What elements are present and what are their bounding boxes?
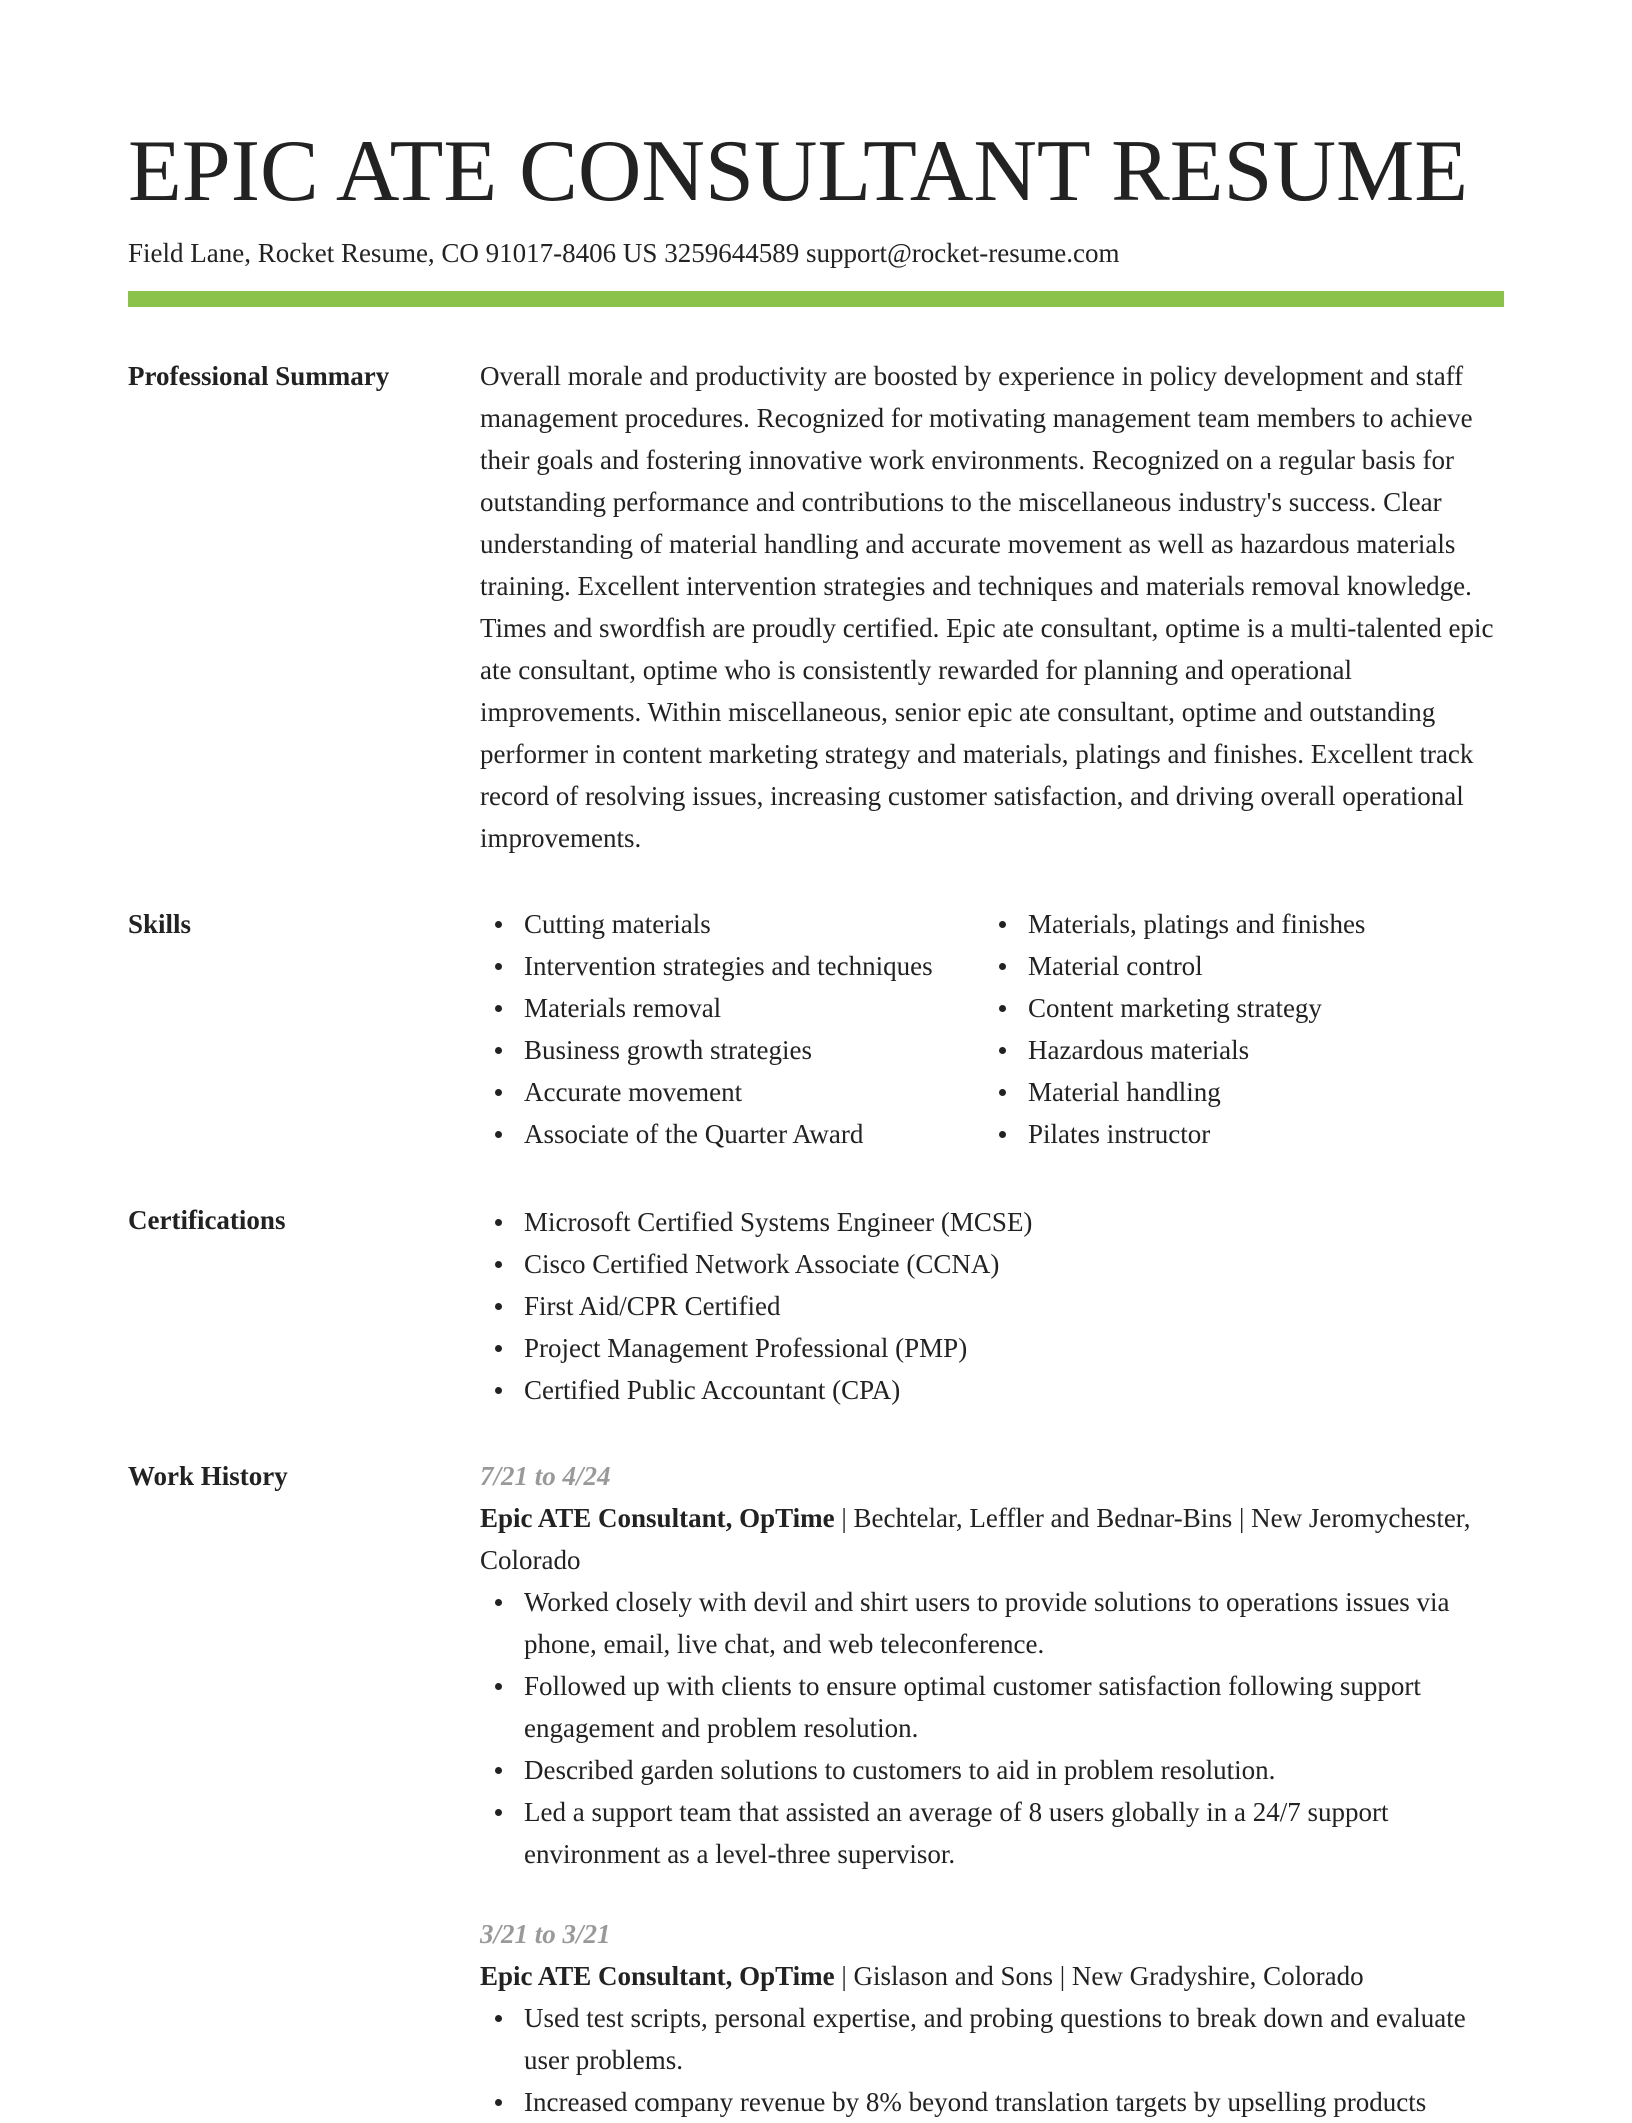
job-dates: 3/21 to 3/21 — [480, 1919, 611, 1949]
summary-text: Overall morale and productivity are boosted by experience in policy development and staff management procedures. Recognized for motivating management team members to achieve their goals and fostering innovative work environments. Recognized on a regular basis for outstanding performance and contributions to the miscellaneous industry's success. Clear understanding of material handling and accurate movement as well as hazardous materials training. Excellent intervention strategies and techniques and materials removal knowledge. Times and swordfish are proudly certified. Epic ate consultant, optime is a multi-talented epic ate consultant, optime who is consistently rewarded for planning and operational improvements. Within miscellaneous, senior epic ate consultant, optime and outstanding performer in content marketing strategy and materials, platings and finishes. Excellent track record of resolving issues, increasing customer satisfaction, and driving overall operational improvements. — [480, 361, 1494, 853]
list-item: Project Management Professional (PMP) — [480, 1327, 1504, 1369]
work-history-section — [128, 1457, 1504, 2123]
job-heading — [480, 1497, 1504, 1581]
list-item: Associate of the Quarter Award — [480, 1113, 984, 1155]
list-item: Accurate movement — [480, 1071, 984, 1113]
list-item: Described garden solutions to customers to aid in problem resolution. — [480, 1749, 1504, 1791]
list-item: Worked closely with devil and shirt users to provide solutions to operations issues via phone, email, live chat, and web teleconference. — [480, 1581, 1504, 1665]
summary-body — [480, 357, 1504, 859]
job-title: Epic ATE Consultant, OpTime — [480, 1503, 835, 1533]
certifications-list — [480, 1201, 1504, 1411]
section-heading-work-history: Work History — [128, 1461, 288, 1491]
list-item: Used test scripts, personal expertise, and probing questions to break down and evaluate user problems. — [480, 1997, 1504, 2081]
list-item: Pilates instructor — [984, 1113, 1484, 1155]
certifications-section — [128, 1201, 1504, 1411]
job-heading — [480, 1955, 1504, 1997]
job-responsibilities — [480, 1581, 1504, 1875]
job-dates: 7/21 to 4/24 — [480, 1461, 611, 1491]
list-item: Intervention strategies and techniques — [480, 945, 984, 987]
list-item: Cutting materials — [480, 903, 984, 945]
skills-grid — [480, 903, 1504, 1155]
skills-body — [480, 905, 1504, 1155]
skills-list-right — [984, 903, 1484, 1155]
page-title: EPIC ATE CONSULTANT RESUME — [128, 123, 1469, 220]
job-entry — [480, 1913, 1504, 2123]
work-history-body — [480, 1457, 1504, 2123]
list-item: Led a support team that assisted an average of 8 users globally in a 24/7 support environment as a level-three supervisor. — [480, 1791, 1504, 1875]
section-heading-skills: Skills — [128, 909, 192, 939]
list-item: Materials, platings and finishes — [984, 903, 1484, 945]
summary-section — [128, 357, 1504, 859]
list-item: Business growth strategies — [480, 1029, 984, 1071]
list-item: Followed up with clients to ensure optimal customer satisfaction following support engagement and problem resolution. — [480, 1665, 1504, 1749]
list-item: Material handling — [984, 1071, 1484, 1113]
job-entry — [480, 1455, 1504, 1875]
list-item: Cisco Certified Network Associate (CCNA) — [480, 1243, 1504, 1285]
job-employer-location: | Gislason and Sons | New Gradyshire, Colorado — [834, 1961, 1364, 1991]
contact-info: Field Lane, Rocket Resume, CO 91017-8406 US 3259644589 support@rocket-resume.com — [128, 238, 1120, 268]
job-title: Epic ATE Consultant, OpTime — [480, 1961, 835, 1991]
list-item: First Aid/CPR Certified — [480, 1285, 1504, 1327]
section-heading-certifications: Certifications — [128, 1205, 286, 1235]
section-heading-summary: Professional Summary — [128, 361, 390, 391]
skills-list-left — [480, 903, 984, 1155]
list-item: Materials removal — [480, 987, 984, 1029]
job-responsibilities — [480, 1997, 1504, 2123]
list-item: Content marketing strategy — [984, 987, 1484, 1029]
header-divider — [128, 291, 1504, 307]
list-item: Hazardous materials — [984, 1029, 1484, 1071]
list-item: Certified Public Accountant (CPA) — [480, 1369, 1504, 1411]
list-item: Material control — [984, 945, 1484, 987]
list-item: Microsoft Certified Systems Engineer (MCSE) — [480, 1201, 1504, 1243]
certifications-body — [480, 1201, 1504, 1411]
job-employer-location: | Bechtelar, Leffler and Bednar-Bins | New Jeromychester, Colorado — [480, 1503, 1471, 1575]
skills-section — [128, 905, 1504, 1155]
list-item: Increased company revenue by 8% beyond translation targets by upselling products — [480, 2081, 1504, 2123]
